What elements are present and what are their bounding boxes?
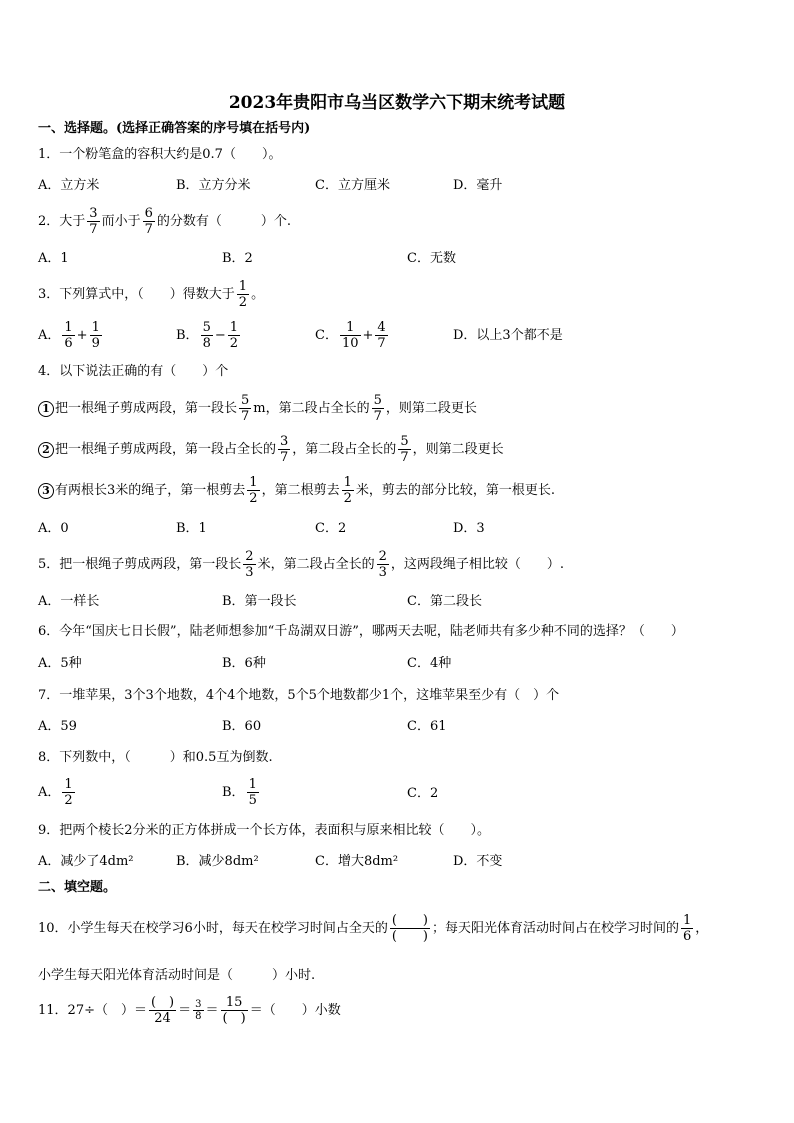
- question-4-stem: 4．以下说法正确的有（ ）个: [38, 364, 229, 379]
- q7-option-c: C．61: [407, 719, 447, 734]
- q6-option-b: B．6种: [222, 656, 266, 671]
- q4-option-b: B．1: [176, 521, 207, 536]
- question-10-line-2: 小学生每天阳光体育活动时间是（ ）小时.: [38, 968, 316, 983]
- q6-option-a: A．5种: [38, 656, 82, 671]
- question-9-stem: 9．把两个棱长2分米的正方体拼成一个长方体，表面积与原来相比较（ ）。: [38, 823, 491, 838]
- q8-option-c: C．2: [407, 786, 439, 801]
- question-7-stem: 7．一堆苹果，3个3个地数，4个4个地数，5个5个地数都少1个，这堆苹果至少有（ ）个: [38, 688, 560, 703]
- q3-option-a: A． $\frac{1}{6}$ + $\frac{1}{9}$: [38, 320, 100, 351]
- question-11-stem: 11．27÷（ ）＝ ( ) 24 ＝ $\frac{3}{8}$ ＝ 15 ( ) ＝（ ）小数: [38, 995, 341, 1026]
- circled-number-icon: 3: [38, 483, 54, 499]
- question-8-stem: 8．下列数中，（ ）和0.5互为倒数.: [38, 750, 273, 765]
- q5-option-c: C．第二段长: [407, 594, 482, 609]
- q9-option-c: C．增大8dm²: [315, 854, 399, 869]
- circled-number-icon: 1: [38, 401, 54, 417]
- q7-option-b: B．60: [222, 719, 262, 734]
- q1-option-c: C．立方厘米: [315, 178, 390, 193]
- page-title: 2023年贵阳市乌当区数学六下期末统考试题: [228, 93, 566, 113]
- q3-option-b: B． $\frac{5}{8}$ − $\frac{1}{2}$: [176, 320, 239, 351]
- section-fill-heading: 二、填空题。: [38, 880, 117, 895]
- fraction: $\frac{6}{7}$: [144, 206, 153, 237]
- q3-option-d: D．以上3个都不是: [453, 328, 563, 343]
- section-choice-heading: 一、选择题。(选择正确答案的序号填在括号内): [38, 121, 311, 136]
- question-3-stem: 3．下列算式中，（ ）得数大于 $\frac{1}{2}$ 。: [38, 279, 265, 310]
- q4-statement-3: 3 有两根长3米的绳子，第一根剪去 $\frac{1}{2}$ ，第二根剪去 $\frac{1}{2}$ 米，剪去的部分比较，第一根更长.: [38, 475, 555, 506]
- question-10-stem: 10．小学生每天在校学习6小时，每天在校学习时间占全天的 ( ) ( ) ；每天阳光体育活动时间占在校学习时间的 $\frac{1}{6}$ ，: [38, 913, 709, 944]
- q9-option-b: B．减少8dm²: [176, 854, 259, 869]
- q7-option-a: A．59: [38, 719, 77, 734]
- fraction: $\frac{3}{7}$: [89, 206, 98, 237]
- q8-option-a: A． $\frac{1}{2}$: [38, 777, 73, 808]
- answer-blank-fraction[interactable]: ( ) ( ): [391, 913, 428, 944]
- q9-option-a: A．减少了4dm²: [38, 854, 134, 869]
- q4-option-a: A．0: [38, 521, 69, 536]
- q4-statement-1: 1 把一根绳子剪成两段，第一段长 $\frac{5}{7}$ m，第二段占全长的 $\frac{5}{7}$ ，则第二段更长: [38, 393, 477, 424]
- q1-option-b: B．立方分米: [176, 178, 251, 193]
- circled-number-icon: 2: [38, 442, 54, 458]
- question-1-stem: 1．一个粉笔盒的容积大约是0.7（ ）。: [38, 147, 282, 162]
- q6-option-c: C．4种: [407, 656, 452, 671]
- fraction: $\frac{1}{2}$: [238, 279, 248, 310]
- question-2-stem: 2．大于 $\frac{3}{7}$ 而小于 $\frac{6}{7}$ 的分数有（ ）个.: [38, 206, 291, 237]
- question-5-stem: 5．把一根绳子剪成两段，第一段长 $\frac{2}{3}$ 米，第二段占全长的 $\frac{2}{3}$ ，这两段绳子相比较（ ）.: [38, 549, 564, 580]
- q5-option-b: B．第一段长: [222, 594, 297, 609]
- q1-option-d: D．毫升: [453, 178, 503, 193]
- q4-statement-2: 2 把一根绳子剪成两段，第一段占全长的 $\frac{3}{7}$ ，第二段占全长的 $\frac{5}{7}$ ，则第二段更长: [38, 434, 504, 465]
- q4-option-c: C．2: [315, 521, 347, 536]
- question-6-stem: 6．今年“国庆七日长假”，陆老师想参加“千岛湖双日游”，哪两天去呢，陆老师共有多少种不同的选择？（ ）: [38, 624, 684, 639]
- q2-option-a: A．1: [38, 251, 69, 266]
- q1-option-a: A．立方米: [38, 178, 100, 193]
- q2-option-b: B．2: [222, 251, 253, 266]
- q8-option-b: B． $\frac{1}{5}$: [222, 777, 257, 808]
- q3-option-c: C． $\frac{1}{10}$ + $\frac{4}{7}$: [315, 320, 386, 351]
- q9-option-d: D．不变: [453, 854, 503, 869]
- q2-option-c: C．无数: [407, 251, 456, 266]
- q5-option-a: A．一样长: [38, 594, 100, 609]
- q4-option-d: D．3: [453, 521, 485, 536]
